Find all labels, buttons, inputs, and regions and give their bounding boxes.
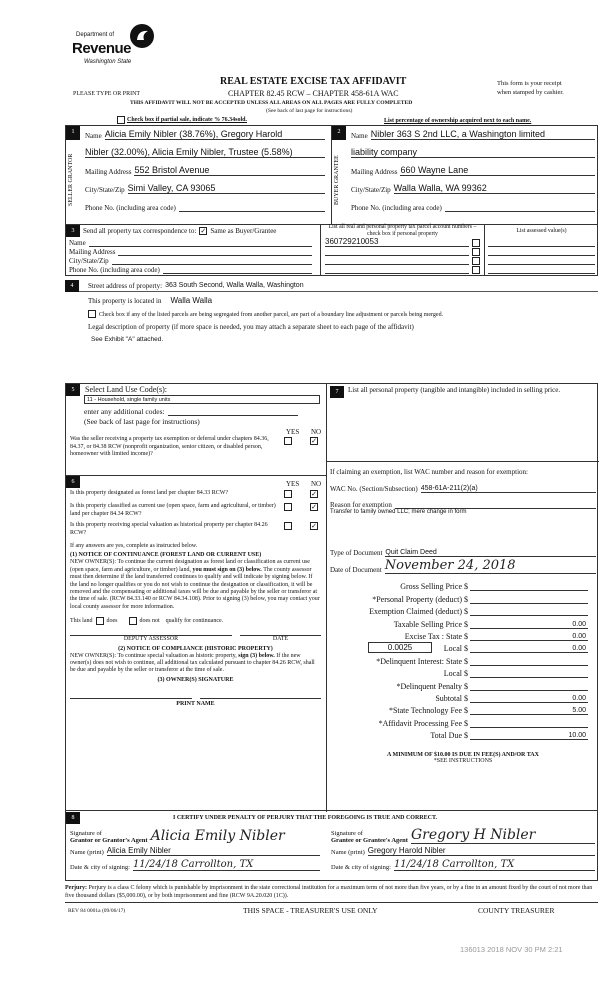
does-not-label: does not	[139, 617, 160, 624]
yes-checkbox[interactable]	[284, 437, 292, 445]
grantor-signature[interactable]: Alicia Emily Nibler	[150, 828, 285, 844]
doc-date[interactable]: November 24, 2018	[385, 559, 596, 574]
dor-logo	[70, 22, 170, 76]
fee-value[interactable]: 0.00	[470, 633, 588, 641]
fee-row: *Delinquent Interest: State $	[330, 653, 588, 665]
buyer-city[interactable]: Walla Walla, WA 99362	[394, 183, 595, 194]
certify-statement: I CERTIFY UNDER PENALTY OF PERJURY THAT THE FOREGOING IS TRUE AND CORRECT.	[173, 814, 438, 821]
recording-stamp: 136013 2018 NOV 30 PM 2:21	[460, 945, 563, 954]
name-label: Name	[351, 132, 368, 140]
street-label: Street address of property:	[88, 281, 163, 290]
notice1-text: NEW OWNER(S): To continue the current designation as forest land or classification as current use (open space, farm and agriculture, or timber) land, you must sign on (3) below. The county assessor must then determine if the land transferred continues to qualify and will indicate by signing below. If the land no longer qualifies or you do not wish to continue the designation or classification, it will be removed and the compensating or additional taxes will be due and payable by the seller or transferor at the time of sale. (RCW 84.33.140 or RCW 84.34.108). Prior to signing (3) below, you may contact your local county assessor for more information.	[70, 559, 320, 610]
date-line[interactable]: DATE	[240, 635, 321, 643]
reason-label: Reason for exemption	[330, 501, 392, 509]
parcel-number[interactable]	[325, 257, 469, 265]
minimum-note: A MINIMUM OF $10.00 IS DUE IN FEE(S) AND/OR TAX	[387, 752, 539, 759]
section-number: 7	[330, 386, 344, 398]
street-address[interactable]: 363 South Second, Walla Walla, Washington	[165, 282, 304, 289]
fee-value[interactable]: 5.00	[470, 707, 588, 715]
doc-date-label: Date of Document	[330, 566, 382, 574]
county-treasurer: COUNTY TREASURER	[478, 906, 555, 915]
fee-row: *State Technology Fee $ 5.00	[388, 706, 586, 716]
fee-value[interactable]	[470, 590, 588, 591]
form-title: REAL ESTATE EXCISE TAX AFFIDAVIT	[220, 76, 407, 87]
fee-value[interactable]	[470, 615, 588, 616]
current-use-question	[66, 503, 317, 520]
yes-checkbox[interactable]	[284, 503, 292, 511]
corr-city[interactable]	[112, 256, 312, 265]
see-instructions: *SEE INSTRUCTIONS	[433, 758, 493, 765]
fee-row: 0.0025 Local $ 0.00	[330, 641, 588, 653]
no-checkbox[interactable]: ✓	[311, 503, 317, 511]
yes-header: YES	[286, 480, 300, 488]
notice2-text: NEW OWNER(S): To continue special valuation as historic property, sign (3) below. If the new owner(s) does not wish to continue, all additional tax calculated pursuant to chapter 84.26 RCW, shall be due and payable by the seller or transferor at the time of sale.	[70, 653, 315, 674]
assessed-header: List assessed value(s)	[516, 228, 567, 234]
additional-codes-label: enter any additional codes:	[84, 407, 165, 416]
fee-value[interactable]	[470, 665, 588, 666]
city-label: City/State/Zip	[85, 186, 125, 194]
question-text: Is this property classified as current use (open space, farm and agricultural, or timber) land per chapter 84.34 RCW?	[70, 503, 276, 517]
wac-number[interactable]: 458-61A-211(2)(a)	[421, 485, 596, 493]
question-text: Is this property designated as forest land per chapter 84.33 RCW?	[70, 490, 229, 496]
this-land-label: This land	[70, 617, 93, 624]
grantor-date-city[interactable]: 11/24/18 Carrollton, TX	[133, 859, 320, 871]
assessed-value[interactable]	[488, 247, 595, 256]
land-use-label: Select Land Use Code(s):	[85, 385, 167, 394]
grantor-sig-label: Grantor or Grantor's Agent	[70, 837, 148, 844]
section-number: 3	[66, 225, 80, 237]
grantee-name[interactable]: Gregory Harold Nibler	[368, 846, 595, 856]
date-city-label: Date & city of signing:	[70, 864, 130, 871]
no-header: NO	[311, 480, 322, 488]
partial-sale-checkbox[interactable]	[117, 116, 125, 124]
parcel-number[interactable]	[325, 266, 469, 274]
personal-property-checkbox[interactable]	[472, 248, 480, 256]
section-number: 1	[66, 126, 80, 140]
logo-swirl-icon	[128, 22, 156, 50]
yes-checkbox[interactable]	[284, 490, 292, 498]
segregated-label: Check box if any of the listed parcels are being segregated from another parcel, are part of a boundary line adjustment or parcels being merged.	[99, 312, 444, 318]
assessed-value[interactable]	[488, 238, 595, 247]
seller-section	[65, 125, 332, 225]
buyer-phone[interactable]	[445, 203, 595, 212]
phone-label: Phone No. (including area code)	[351, 204, 442, 212]
type-or-print: PLEASE TYPE OR PRINT	[73, 91, 141, 97]
parcel-number[interactable]	[325, 248, 469, 256]
correspondence-section	[65, 224, 598, 276]
deputy-assessor-line[interactable]: DEPUTY ASSESSOR	[70, 635, 232, 643]
located-label: This property is located in	[88, 297, 162, 305]
question-text: Was the seller receiving a property tax exemption or deferral under chapters 84.36, 84.37, or 84.38 RCW (nonprofit organization, senior citizen, or disabled person, homeowner with limited income)?	[70, 436, 269, 457]
qualify-label: qualify for continuance.	[165, 617, 224, 624]
warning: THIS AFFIDAVIT WILL NOT BE ACCEPTED UNLESS ALL AREAS ON ALL PAGES ARE FULLY COMPLETED	[130, 100, 413, 106]
wac-label: WAC No. (Section/Subsection)	[330, 485, 418, 493]
form-revision: REV 84 0001a (09/06/17)	[68, 908, 126, 914]
fee-row: Taxable Selling Price $ 0.00	[393, 619, 586, 629]
exemption-question	[66, 436, 317, 459]
section-number: 8	[66, 812, 80, 824]
buyer-address[interactable]: 660 Wayne Lane	[400, 165, 595, 176]
signature-section	[65, 811, 598, 881]
sections-5-7	[65, 383, 598, 811]
forest-land-question	[66, 490, 317, 501]
grantee-sig-label: Grantee or Grantee's Agent	[331, 837, 408, 844]
section-number: 2	[332, 126, 346, 140]
buyer-name-line-2[interactable]: liability company	[351, 147, 595, 158]
notice2-title: (2) NOTICE OF COMPLIANCE (HISTORIC PROPERTY)	[118, 645, 273, 652]
fee-value[interactable]	[470, 603, 588, 604]
form-chapter: CHAPTER 82.45 RCW – CHAPTER 458-61A WAC	[228, 89, 399, 98]
personal-property-label: List all personal property (tangible and intangible) included in selling price.	[348, 386, 561, 394]
grantee-signature[interactable]: Gregory H Nibler	[411, 827, 595, 844]
personal-property-checkbox[interactable]	[472, 239, 480, 247]
doc-type[interactable]: Quit Claim Deed	[385, 549, 596, 557]
seller-side-label: SELLER GRANTOR	[68, 153, 74, 207]
logo-main: Revenue	[72, 40, 132, 57]
historic-question	[66, 522, 317, 541]
legal-label: Legal description of property (if more space is needed, you may attach a separate sheet to each page of the affidavit)	[88, 323, 414, 331]
sig-label: Signature of	[331, 830, 363, 837]
city-label: City/State/Zip	[351, 186, 391, 194]
fee-row: Excise Tax : State $ 0.00	[404, 631, 586, 641]
parcel-header: List all real and personal property tax parcel account numbers – check box if personal property	[328, 224, 477, 237]
fee-row: Total Due $ 10.00	[430, 731, 586, 741]
same-as-buyer-checkbox[interactable]: ✓	[200, 227, 207, 235]
land-use-instructions: (See back of last page for instructions)	[84, 417, 200, 426]
personal-property-checkbox[interactable]	[472, 257, 480, 265]
instructions-note: (See back of last page for instructions)	[266, 108, 353, 114]
assessed-value[interactable]	[488, 256, 595, 265]
corr-phone[interactable]	[163, 265, 312, 274]
owner-signature-line[interactable]	[200, 698, 322, 699]
logo-sub: Washington State	[84, 59, 132, 65]
no-header: NO	[311, 428, 322, 436]
assessed-value[interactable]	[488, 265, 595, 274]
receipt-note-1: This form is your receipt	[497, 80, 562, 87]
corr-name[interactable]	[89, 238, 312, 247]
receipt-note-2: when stamped by cashier.	[497, 89, 564, 96]
ownership-note: List percentage of ownership acquired next to each name.	[384, 118, 532, 124]
fee-value[interactable]: 10.00	[470, 732, 588, 740]
property-section	[65, 280, 598, 355]
buyer-name-line-1[interactable]: Nibler 363 S 2nd LLC, a Washington limited	[371, 129, 595, 140]
fee-row: Gross Selling Price $	[330, 579, 588, 591]
fee-row: *Affidavit Processing Fee $	[330, 715, 588, 727]
does-checkbox[interactable]	[96, 617, 104, 625]
name-print-label: Name (print)	[331, 849, 365, 856]
fee-table	[330, 579, 596, 740]
fee-row: *Delinquent Penalty $	[330, 678, 588, 690]
exemption-reason[interactable]: Transfer to family owned LLC; mere change in form	[330, 509, 467, 515]
logo-top: Department of	[76, 32, 115, 38]
seller-phone[interactable]	[179, 203, 325, 212]
seller-city[interactable]: Simi Valley, CA 93065	[128, 183, 325, 194]
additional-codes-input[interactable]	[168, 407, 298, 416]
grantor-name[interactable]: Alicia Emily Nibler	[107, 846, 320, 856]
located-in[interactable]: Walla Walla	[170, 296, 213, 305]
print-name-label: PRINT NAME	[176, 701, 215, 708]
fee-row: Subtotal $ 0.00	[435, 693, 586, 703]
owner-signature-line[interactable]	[70, 698, 192, 699]
does-label: does	[106, 617, 118, 624]
fee-value[interactable]	[470, 690, 588, 691]
fee-value[interactable]: 0.00	[470, 621, 588, 629]
fee-value[interactable]: 0.00	[470, 695, 588, 703]
if-yes-note: If any answers are yes, complete as instructed below.	[70, 543, 198, 549]
parcel-number[interactable]: 360729210053	[325, 237, 469, 247]
section-number: 6	[66, 476, 80, 488]
grantee-date-city[interactable]: 11/24/18 Carrollton, TX	[394, 859, 595, 871]
personal-property-checkbox[interactable]	[472, 266, 480, 274]
owner-signature-title: (3) OWNER(S) SIGNATURE	[157, 677, 234, 684]
question-text: Is this property receiving special valuation as historical property per chapter 84.26 RCW?	[70, 522, 268, 536]
send-label: Send all property tax correspondence to:	[83, 227, 197, 235]
address-label: Mailing Address	[351, 168, 398, 176]
name-print-label: Name (print)	[70, 849, 104, 856]
segregated-checkbox[interactable]	[88, 310, 96, 318]
seller-name-line-1[interactable]: Alicia Emily Nibler (38.76%), Gregory Harold	[105, 129, 325, 140]
same-as-buyer-label: Same as Buyer/Grantee	[210, 227, 277, 235]
buyer-side-label: BUYER GRANTEE	[334, 155, 340, 205]
legal-description[interactable]: See Exhibit "A" attached.	[91, 336, 164, 343]
reason-line[interactable]	[395, 500, 596, 509]
no-checkbox[interactable]: ✓	[311, 522, 317, 530]
phone-label: Phone No. (including area code)	[69, 266, 160, 274]
yes-header: YES	[286, 428, 300, 436]
seller-name-line-2[interactable]: Nibler (32.00%), Alicia Emily Nibler, Trustee (5.58%)	[85, 147, 325, 158]
exemption-label: If claiming an exemption, list WAC number and reason for exemption:	[330, 468, 528, 476]
doc-type-label: Type of Document	[330, 549, 383, 557]
phone-label: Phone No. (including area code)	[85, 204, 176, 212]
address-label: Mailing Address	[69, 248, 116, 256]
fee-row: *Personal Property (deduct) $	[330, 591, 588, 603]
section-number: 5	[66, 384, 80, 396]
treasurer-use: THIS SPACE - TREASURER'S USE ONLY	[243, 906, 378, 915]
fee-row: Local $	[330, 666, 588, 678]
fee-value[interactable]: 0.00	[470, 645, 588, 653]
address-label: Mailing Address	[85, 168, 132, 176]
fee-value[interactable]	[470, 677, 588, 678]
name-label: Name	[69, 239, 86, 247]
section-number: 4	[65, 280, 79, 292]
notice1-title: (1) NOTICE OF CONTINUANCE (FOREST LAND OR CURRENT USE)	[70, 552, 262, 558]
date-city-label: Date & city of signing:	[331, 864, 391, 871]
partial-sale-label: Check box if partial sale, indicate % 76.34sold.	[127, 117, 248, 123]
fee-value[interactable]	[470, 727, 588, 728]
yes-checkbox[interactable]	[284, 522, 292, 530]
fee-row: Exemption Claimed (deduct) $	[330, 604, 588, 616]
seller-address[interactable]: 552 Bristol Avenue	[134, 165, 325, 176]
buyer-section	[331, 125, 598, 225]
perjury-notice: Perjury: Perjury is a class C felony which is punishable by imprisonment in the state correctional institution for a maximum term of not more than five years, or by a fine in an amount fixed by the court of not more than five thousand dollars ($5,000.00), or by both imprisonment and fine (RCW 9A.20.020 (1C)).	[65, 885, 598, 903]
does-not-checkbox[interactable]	[129, 617, 137, 625]
no-checkbox[interactable]: ✓	[311, 490, 317, 498]
name-label: Name	[85, 132, 102, 140]
corr-address[interactable]	[118, 247, 312, 256]
no-checkbox[interactable]: ✓	[311, 437, 317, 445]
land-use-select[interactable]: 11 - Household, single family units	[84, 395, 320, 404]
sig-label: Signature of	[70, 830, 102, 837]
city-label: City/State/Zip	[69, 257, 109, 265]
local-rate[interactable]: 0.0025	[368, 642, 432, 653]
